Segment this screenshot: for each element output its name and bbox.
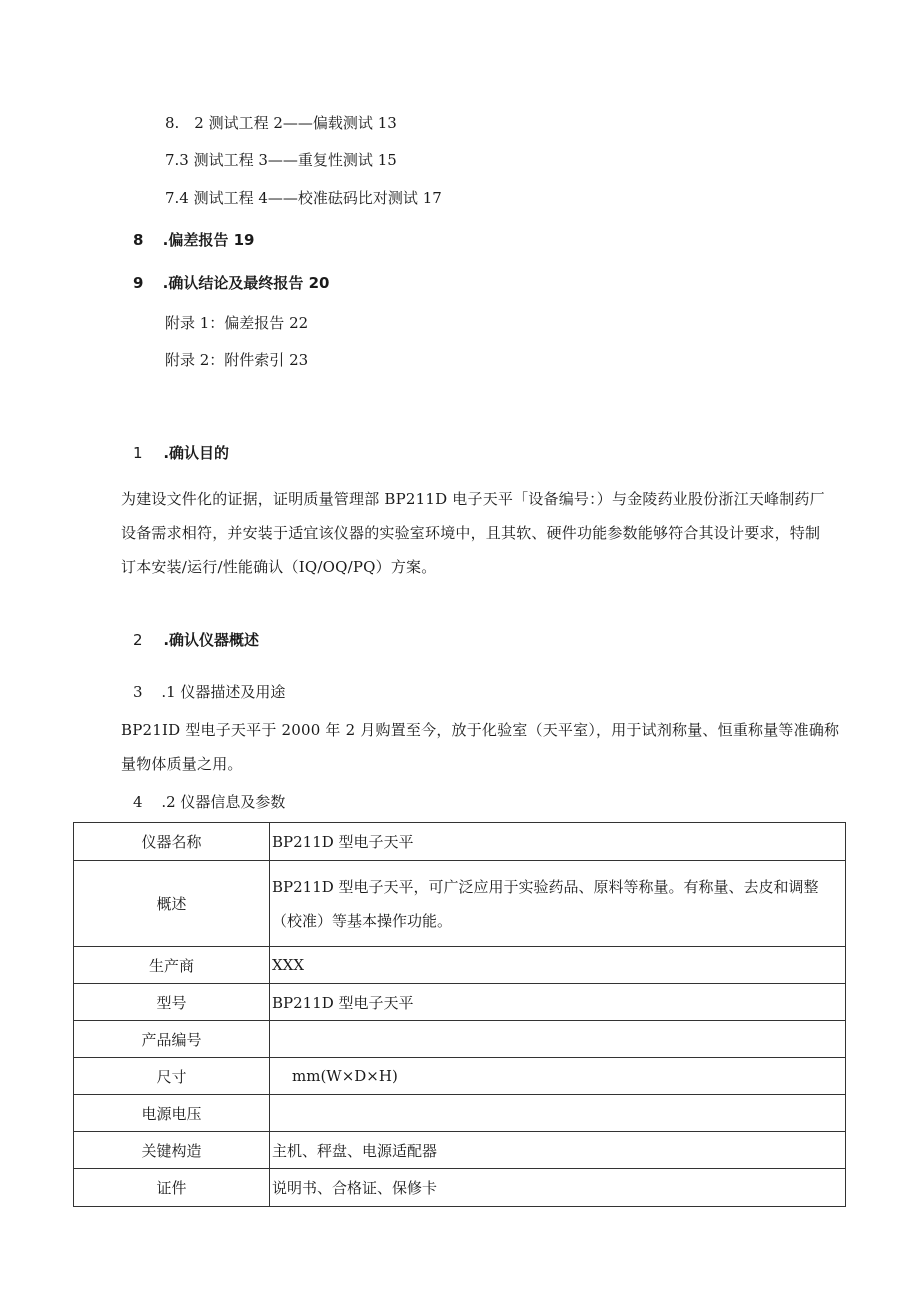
table-key-cell: 证件: [74, 1169, 270, 1207]
section-4-heading: [133, 792, 285, 812]
table-row: [74, 823, 846, 861]
section-1-paragraph-line: 订本安装/运行/性能确认（IQ/OQ/PQ）方案。: [121, 558, 437, 576]
section-3-number: 3: [133, 683, 143, 701]
table-key-cell: 概述: [74, 861, 270, 947]
table-value-cell: BP211D 型电子天平: [270, 823, 846, 861]
table-value-cell: BP211D 型电子天平: [270, 984, 846, 1021]
table-value-cell: [270, 861, 846, 947]
toc-appendix-1[interactable]: 附录 1：偏差报告 22: [165, 314, 309, 332]
table-row: [74, 861, 846, 947]
toc-item-7-4[interactable]: 7.4 测试工程 4——校准砝码比对测试 17: [165, 189, 442, 207]
table-key-cell: 型号: [74, 984, 270, 1021]
section-3-title: .1 仪器描述及用途: [161, 683, 286, 701]
table-value-line: BP211D 型电子天平，可广泛应用于实验药品、原料等称量。有称量、去皮和调整: [272, 877, 819, 896]
toc-appendix-2[interactable]: 附录 2：附件索引 23: [165, 351, 309, 369]
table-value-cell: [270, 1095, 846, 1132]
section-2-title: .确认仪器概述: [163, 631, 260, 649]
table-key-cell: 电源电压: [74, 1095, 270, 1132]
section-1-number: 1: [133, 444, 143, 462]
toc-item-8-number: 8: [133, 231, 144, 249]
table-value-line: （校准）等基本操作功能。: [272, 911, 453, 930]
section-3-paragraph-line: BP21ID 型电子天平于 2000 年 2 月购置至今，放于化验室（天平室），用于试剂称量、恒重称量等准确称: [121, 721, 840, 739]
table-value-cell: 说明书、合格证、保修卡: [270, 1169, 846, 1207]
table-row: [74, 947, 846, 984]
table-value-cell: [270, 1021, 846, 1058]
toc-item-7-3[interactable]: 7.3 测试工程 3——重复性测试 15: [165, 151, 397, 169]
section-4-number: 4: [133, 793, 143, 811]
section-1-paragraph: [121, 482, 847, 584]
section-1-title: .确认目的: [163, 444, 230, 462]
toc-item-8[interactable]: [133, 230, 254, 250]
toc-item-8-title: .偏差报告 19: [162, 231, 255, 249]
table-row: [74, 1021, 846, 1058]
table-key-cell: 关键构造: [74, 1132, 270, 1169]
table-key-cell: 仪器名称: [74, 823, 270, 861]
instrument-spec-table: [73, 822, 846, 1207]
table-key-cell: 生产商: [74, 947, 270, 984]
table-row: [74, 1132, 846, 1169]
section-3-paragraph-line: 量物体质量之用。: [121, 755, 243, 773]
toc-item-9-title: .确认结论及最终报告 20: [162, 274, 330, 292]
section-3-paragraph: [121, 713, 847, 781]
table-row: [74, 1169, 846, 1207]
section-1-paragraph-line: 为建设文件化的证据，证明质量管理部 BP211D 电子天平「设备编号：）与金陵药业股份浙江天峰制药厂: [121, 490, 825, 508]
toc-item-9[interactable]: [133, 273, 329, 293]
section-1-heading: [133, 443, 229, 463]
table-row: [74, 984, 846, 1021]
table-value-cell: mm(W×D×H): [270, 1058, 846, 1095]
section-4-title: .2 仪器信息及参数: [161, 793, 286, 811]
table-row: [74, 1058, 846, 1095]
toc-item-7-2[interactable]: 8. 2 测试工程 2——偏载测试 13: [165, 114, 397, 132]
table-row: [74, 1095, 846, 1132]
section-2-number: 2: [133, 631, 143, 649]
toc-item-9-number: 9: [133, 274, 144, 292]
section-2-heading: [133, 630, 259, 650]
table-value-cell: 主机、秤盘、电源适配器: [270, 1132, 846, 1169]
table-key-cell: 尺寸: [74, 1058, 270, 1095]
table-key-cell: 产品编号: [74, 1021, 270, 1058]
table-value-cell: XXX: [270, 947, 846, 984]
section-3-heading: [133, 682, 285, 702]
section-1-paragraph-line: 设备需求相符，并安装于适宜该仪器的实验室环境中，且其软、硬件功能参数能够符合其设计要求，特制: [121, 524, 821, 542]
